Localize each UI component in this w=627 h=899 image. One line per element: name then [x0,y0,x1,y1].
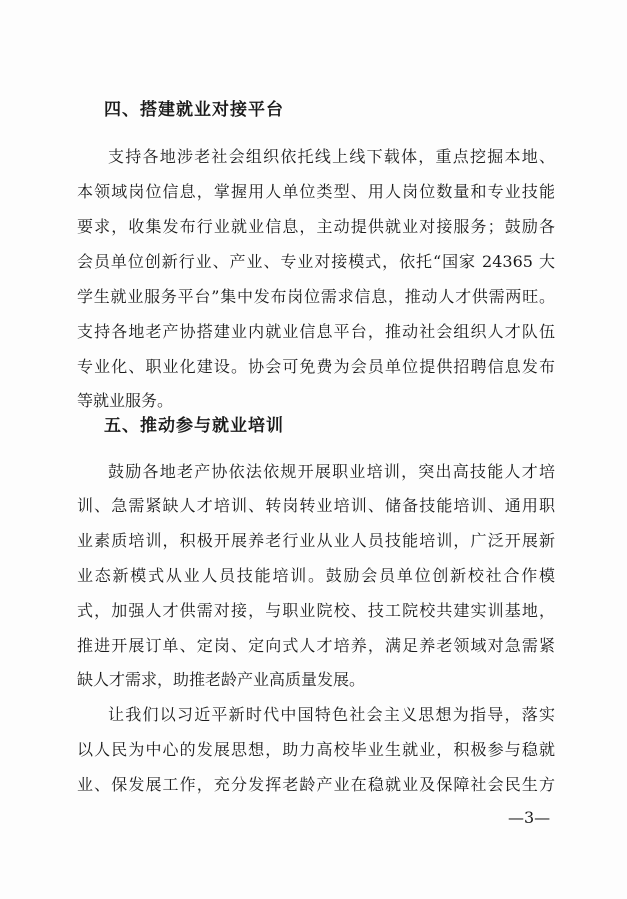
section-4-heading: 四、搭建就业对接平台 [104,100,284,120]
section-4-line-5: 学生就业服务平台”集中发布岗位需求信息，推动人才供需两旺。 [77,287,555,306]
section-4-line-1: 支持各地涉老社会组织依托线上线下载体，重点挖掘本地、 [108,147,555,166]
page-number: —3— [508,808,551,827]
closing-line-3: 业、保发展工作，充分发挥老龄产业在稳就业及保障社会民生方 [77,775,555,794]
section-4-line-2: 本领域岗位信息，掌握用人单位类型、用人岗位数量和专业技能 [77,182,555,201]
section-5-line-1: 鼓励各地老产协依法依规开展职业培训，突出高技能人才培 [108,462,555,481]
section-4-line-7: 专业化、职业化建设。协会可免费为会员单位提供招聘信息发布 [77,357,555,376]
section-5-line-2: 训、急需紧缺人才培训、转岗转业培训、储备技能培训、通用职 [77,496,555,515]
section-5-heading: 五、推动参与就业培训 [104,416,284,436]
closing-line-1: 让我们以习近平新时代中国特色社会主义思想为指导，落实 [108,705,555,724]
closing-line-2: 以人民为中心的发展思想，助力高校毕业生就业，积极参与稳就 [77,740,555,759]
section-5-line-6: 推进开展订单、定岗、定向式人才培养，满足养老领域对急需紧 [77,636,555,655]
section-5-line-7: 缺人才需求，助推老龄产业高质量发展。 [77,670,366,689]
section-4-line-3: 要求，收集发布行业就业信息，主动提供就业对接服务；鼓励各 [77,217,555,236]
section-5-line-4: 业态新模式从业人员技能培训。鼓励会员单位创新校社合作模 [77,566,555,585]
section-4-line-8: 等就业服务。 [77,391,174,410]
section-5-line-3: 业素质培训，积极开展养老行业从业人员技能培训，广泛开展新 [77,531,555,550]
section-4-line-4: 会员单位创新行业、产业、专业对接模式，依托“国家 24365 大 [77,252,555,271]
section-4-line-6: 支持各地老产协搭建业内就业信息平台，推动社会组织人才队伍 [77,322,555,341]
section-5-line-5: 式，加强人才供需对接，与职业院校、技工院校共建实训基地， [77,601,555,620]
